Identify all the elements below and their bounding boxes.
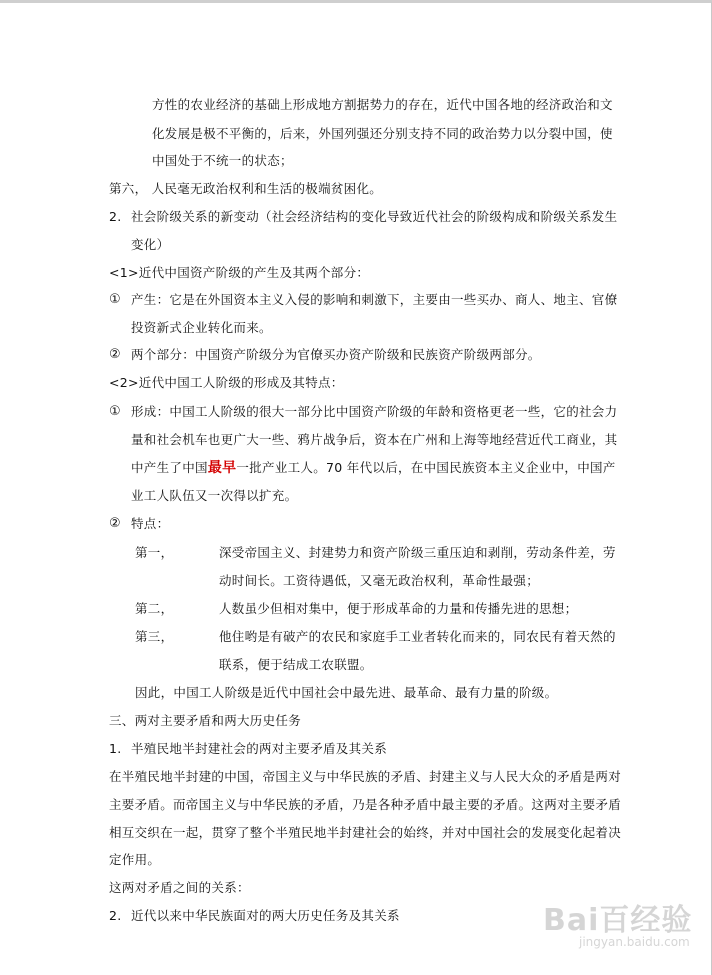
text-line: 深受帝国主义、封建势力和资产阶级三重压迫和剥削，劳动条件差，劳 bbox=[219, 545, 616, 560]
circled-number-marker: ② bbox=[109, 516, 121, 531]
paragraph-line: 定作用。 bbox=[109, 852, 161, 867]
text-line: 形成：中国工人阶级的很大一部分比中国资产阶级的年龄和资格更老一些，它的社会力 bbox=[131, 404, 618, 419]
section-heading: <1>近代中国资产阶级的产生及其两个部分： bbox=[109, 265, 370, 280]
text-line: 化发展是极不平衡的，后来，外国列强还分别支持不同的政治势力以分裂中国，使 bbox=[152, 126, 613, 141]
subsection-heading: 半殖民地半封建社会的两对主要矛盾及其关系 bbox=[131, 741, 388, 756]
circled-number-marker: ① bbox=[109, 404, 121, 419]
text-line: 动时间长。工资待遇低，又毫无政治权利，革命性最强； bbox=[219, 573, 540, 588]
text-line: 产生：它是在外国资本主义入侵的影响和刺激下，主要由一些买办、商人、地主、官僚 bbox=[131, 292, 618, 307]
text-line: 特点： bbox=[131, 516, 170, 531]
text-line: 业工人队伍又一次得以扩充。 bbox=[131, 488, 298, 503]
list-number: 2. bbox=[109, 209, 122, 224]
emphasis-text: 最早 bbox=[207, 460, 237, 476]
section-heading: 三、两对主要矛盾和两大历史任务 bbox=[109, 713, 302, 728]
feature-label: 第一， bbox=[135, 545, 174, 560]
text-line: 第六， 人民毫无政治权利和生活的极端贫困化。 bbox=[109, 181, 383, 196]
text-line: 中国处于不统一的状态； bbox=[152, 153, 293, 168]
text-line: 人数虽少但相对集中，便于形成革命的力量和传播先进的思想； bbox=[219, 601, 578, 616]
baidu-jingyan-watermark bbox=[543, 895, 693, 955]
text-line bbox=[131, 458, 616, 478]
text-line: 变化） bbox=[131, 237, 170, 252]
feature-label: 第二， bbox=[135, 601, 174, 616]
subsection-heading: 近代以来中华民族面对的两大历史任务及其关系 bbox=[131, 908, 400, 923]
text-segment: 一批产业工人。70 年代以后，在中国民族资本主义企业中，中国产 bbox=[236, 460, 616, 475]
circled-number-marker: ② bbox=[109, 347, 121, 362]
text-line: 投资新式企业转化而来。 bbox=[131, 320, 272, 335]
paragraph-line: 在半殖民地半封建的中国，帝国主义与中华民族的矛盾、封建主义与人民大众的矛盾是两对 bbox=[109, 769, 622, 784]
watermark-url: jingyan.baidu.com bbox=[579, 935, 690, 949]
list-number: 2. bbox=[109, 908, 122, 923]
text-line: 量和社会机车也更广大一些、鸦片战争后，资本在广州和上海等地经营近代工商业，其 bbox=[131, 432, 618, 447]
list-number: 1. bbox=[109, 741, 122, 756]
text-line: 社会阶级关系的新变动（社会经济结构的变化导致近代社会的阶级构成和阶级关系发生 bbox=[131, 209, 618, 224]
text-line: 两个部分：中国资产阶级分为官僚买办资产阶级和民族资产阶级两部分。 bbox=[131, 347, 541, 362]
text-line: 联系，便于结成工农联盟。 bbox=[219, 657, 373, 672]
circled-number-marker: ① bbox=[109, 292, 121, 307]
text-line: 方性的农业经济的基础上形成地方割据势力的存在，近代中国各地的经济政治和文 bbox=[152, 97, 613, 112]
section-heading: <2>近代中国工人阶级的形成及其特点： bbox=[109, 375, 344, 390]
text-segment: 中产生了中国 bbox=[131, 460, 208, 475]
text-line: 他住哟是有破产的农民和家庭手工业者转化而来的，同农民有着天然的 bbox=[219, 629, 616, 644]
feature-label: 第三， bbox=[135, 629, 174, 644]
text-line: 这两对矛盾之间的关系： bbox=[109, 880, 250, 895]
paragraph-line: 主要矛盾。而帝国主义与中华民族的矛盾，乃是各种矛盾中最主要的矛盾。这两对主要矛盾 bbox=[109, 797, 622, 812]
paragraph-line: 相互交织在一起，贯穿了整个半殖民地半封建社会的始终，并对中国社会的发展变化起着决 bbox=[109, 825, 622, 840]
watermark-brand: Bai百经验 bbox=[543, 903, 693, 938]
text-line: 因此，中国工人阶级是近代中国社会中最先进、最革命、最有力量的阶级。 bbox=[135, 685, 558, 700]
